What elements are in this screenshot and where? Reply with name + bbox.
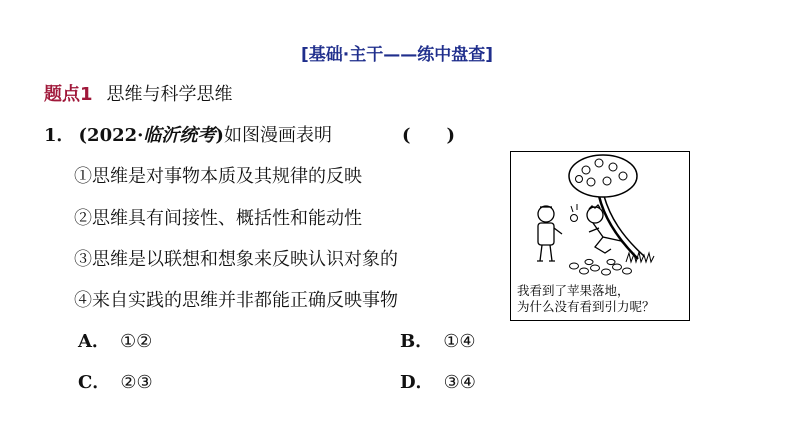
- option-text: ②③: [120, 372, 153, 393]
- topic-tag: 题点1: [44, 84, 93, 105]
- grass: [626, 252, 654, 262]
- option-text: ①②: [119, 331, 153, 352]
- option-text: ①④: [443, 331, 476, 352]
- option-letter: D．: [400, 372, 434, 393]
- question-number: 1．: [44, 125, 75, 146]
- option-c[interactable]: [78, 368, 153, 394]
- option-letter: B．: [400, 331, 434, 352]
- statement-3: ③思维是以联想和想象来反映认识对象的: [74, 249, 398, 270]
- question-text: 如图漫画表明: [223, 125, 332, 146]
- caption-line-2: 为什么没有看到引力呢？: [517, 299, 655, 314]
- cartoon-illustration: [511, 152, 688, 280]
- statement-4: ④来自实践的思维并非都能正确反映事物: [74, 290, 398, 311]
- statement-2: ②思维具有间接性、概括性和能动性: [74, 208, 362, 229]
- option-letter: A．: [78, 331, 110, 352]
- statement-1: ①思维是对事物本质及其规律的反映: [74, 166, 362, 187]
- question-stem: [44, 121, 332, 147]
- section-header: [基础·主干——练中盘查]: [301, 45, 493, 65]
- standing-man: [537, 206, 562, 261]
- cartoon-figure: [510, 151, 690, 321]
- option-text: ③④: [443, 372, 476, 393]
- cartoon-caption: [517, 283, 685, 315]
- source-name: 临沂统考: [143, 125, 216, 146]
- option-d[interactable]: [400, 368, 476, 394]
- topic-heading: [44, 80, 233, 106]
- topic-title: 思维与科学思维: [106, 84, 233, 105]
- answer-blank[interactable]: ( ): [402, 125, 456, 146]
- question-source: (2022·临沂统考): [78, 125, 224, 146]
- sitting-boy: [587, 205, 627, 253]
- option-b[interactable]: [400, 327, 476, 353]
- option-letter: C．: [78, 372, 111, 393]
- option-a[interactable]: [78, 327, 152, 353]
- apple-icon: [570, 259, 632, 275]
- caption-line-1: 我看到了苹果落地，: [517, 283, 630, 298]
